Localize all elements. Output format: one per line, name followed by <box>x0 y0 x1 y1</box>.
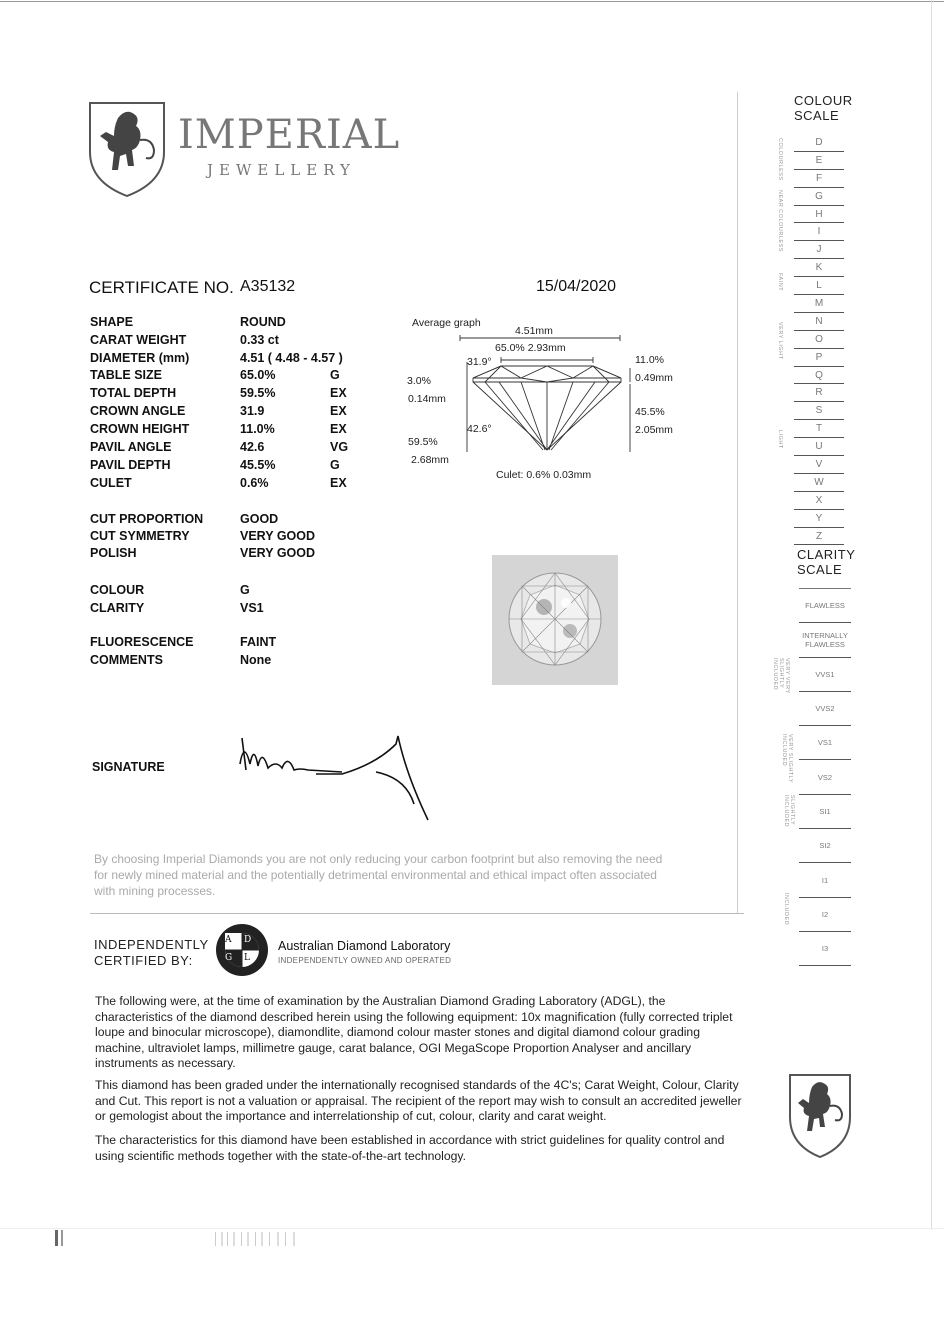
certificate-date: 15/04/2020 <box>536 278 617 295</box>
spec-row <box>90 368 390 386</box>
signature-drawing <box>236 734 436 826</box>
colour-scale-title-2: SCALE <box>794 108 840 123</box>
grade-key: COLOUR <box>90 583 145 597</box>
graph-crown-height-pct: 11.0% <box>635 354 664 366</box>
clarity-scale-title-2: SCALE <box>797 562 843 577</box>
grade-value: G <box>240 583 250 597</box>
spec-value: 42.6 <box>240 440 265 454</box>
colour-grade: T <box>794 420 844 438</box>
spec-grade: G <box>330 458 340 472</box>
spec-value: ROUND <box>240 315 286 329</box>
spec-key: DIAMETER (mm) <box>90 351 190 365</box>
diamond-photo <box>492 555 618 685</box>
graph-pav-depth-mm: 2.05mm <box>635 424 673 436</box>
spec-grade: EX <box>330 404 347 418</box>
misc-row <box>90 635 390 653</box>
spec-row <box>90 458 390 476</box>
spec-row <box>90 315 390 333</box>
cut-row <box>90 546 390 564</box>
colour-group-label: COLOURLESS <box>777 138 783 181</box>
colour-grade: J <box>794 241 844 259</box>
graph-crown-angle: 31.9° <box>467 356 492 368</box>
grade-value: VS1 <box>240 601 264 615</box>
cut-value: GOOD <box>240 512 279 526</box>
colour-grade: X <box>794 492 844 510</box>
cut-value: VERY GOOD <box>240 529 316 543</box>
spec-key: CROWN ANGLE <box>90 404 186 418</box>
page-edge-line <box>931 0 932 1230</box>
colour-grade: R <box>794 384 844 402</box>
spec-row <box>90 404 390 422</box>
colour-grade: W <box>794 474 844 492</box>
spec-value: 0.6% <box>240 476 269 490</box>
clarity-scale-table <box>799 588 851 966</box>
graph-total-mm: 2.68mm <box>411 454 449 466</box>
seal-letter-a: A <box>225 935 232 945</box>
spec-row <box>90 440 390 458</box>
colour-grade: P <box>794 349 844 367</box>
spec-key: PAVIL ANGLE <box>90 440 172 454</box>
colour-grade: O <box>794 331 844 349</box>
colour-scale-table <box>794 134 844 545</box>
paragraph-guidelines: The characteristics for this diamond have been established in accordance with strict guidelines for quality control and using scientific methods together with the state-of-the-art technology. <box>95 1133 725 1163</box>
graph-title: Average graph <box>412 317 481 329</box>
spec-grade: VG <box>330 440 349 454</box>
graph-table: 65.0% 2.93mm <box>495 342 566 354</box>
clarity-grade: VS1 <box>799 726 851 760</box>
colour-grade: N <box>794 313 844 331</box>
clarity-grade: I3 <box>799 932 851 966</box>
spec-row <box>90 476 390 494</box>
cut-key: CUT PROPORTION <box>90 512 204 526</box>
seal-letter-g: G <box>225 953 233 963</box>
spec-grade: G <box>330 368 340 382</box>
colour-grade: U <box>794 438 844 456</box>
colour-grade: G <box>794 188 844 206</box>
clarity-grade: VS2 <box>799 760 851 794</box>
spec-key: SHAPE <box>90 315 134 329</box>
spec-key: TOTAL DEPTH <box>90 386 177 400</box>
cut-row <box>90 529 390 547</box>
eco-disclaimer: By choosing Imperial Diamonds you are not only reducing your carbon footprint but also removing the need for newly mined material and the potentially detrimental environmental and ethical impact often associated with mining processes. <box>94 852 663 898</box>
graph-total-pct: 59.5% <box>408 436 438 448</box>
adgl-seal-icon <box>214 922 270 978</box>
seal-letter-d: D <box>244 935 252 945</box>
colour-grade: V <box>794 456 844 474</box>
spec-row <box>90 422 390 440</box>
colour-grade: F <box>794 170 844 188</box>
cut-key: CUT SYMMETRY <box>90 529 190 543</box>
spec-key: CULET <box>90 476 132 490</box>
spec-value: 45.5% <box>240 458 276 472</box>
brand-name: IMPERIAL <box>178 112 401 158</box>
clarity-grade: SI2 <box>799 829 851 863</box>
clarity-grade: I1 <box>799 863 851 897</box>
clarity-grade: SI1 <box>799 795 851 829</box>
spec-grade: EX <box>330 422 347 436</box>
clarity-scale-title <box>797 547 855 577</box>
cut-row <box>90 512 390 530</box>
graph-pav-angle: 42.6° <box>467 423 492 435</box>
certified-line-2: CERTIFIED BY: <box>94 953 193 968</box>
cut-value: VERY GOOD <box>240 546 316 560</box>
spec-row <box>90 386 390 404</box>
misc-row <box>90 653 390 671</box>
spec-value: 11.0% <box>240 422 275 436</box>
certified-line-1: INDEPENDENTLY <box>94 937 209 952</box>
colour-group-label: NEAR COLOURLESS <box>777 190 783 252</box>
clarity-grade: INTERNALLY FLAWLESS <box>799 623 851 657</box>
colour-grade: M <box>794 295 844 313</box>
clarity-scale-title-1: CLARITY <box>797 547 856 562</box>
colour-scale-title <box>794 93 853 123</box>
spec-row <box>90 351 390 369</box>
seal-letter-l: L <box>244 953 250 963</box>
graph-culet: Culet: 0.6% 0.03mm <box>496 469 592 481</box>
colour-group-label: LIGHT <box>777 430 783 449</box>
colour-grade: Q <box>794 367 844 385</box>
graph-diameter: 4.51mm <box>515 325 553 337</box>
colour-grade: H <box>794 206 844 224</box>
brand-subtitle: JEWELLERY <box>207 161 356 179</box>
lab-subtitle: INDEPENDENTLY OWNED AND OPERATED <box>278 956 452 965</box>
clarity-grade: I2 <box>799 898 851 932</box>
spec-row <box>90 333 390 351</box>
clarity-group-label: VERY VERY SLIGHTLY INCLUDED <box>772 658 790 694</box>
misc-key: COMMENTS <box>90 653 163 667</box>
colour-group-label: VERY LIGHT <box>777 322 783 360</box>
certificate-number: A35132 <box>240 278 296 295</box>
spec-key: CARAT WEIGHT <box>90 333 187 347</box>
spec-key: CROWN HEIGHT <box>90 422 190 436</box>
colour-grade: Y <box>794 510 844 528</box>
lab-name: Australian Diamond Laboratory <box>278 939 451 953</box>
colour-grade: D <box>794 134 844 152</box>
signature-label: SIGNATURE <box>92 760 165 774</box>
spec-value: 65.0% <box>240 368 276 382</box>
colour-group-label: FAINT <box>777 273 783 292</box>
colour-grade: S <box>794 402 844 420</box>
spec-value: 0.33 ct <box>240 333 279 347</box>
graph-girdle-mm: 0.14mm <box>408 393 446 405</box>
clarity-grade: VVS1 <box>799 658 851 692</box>
misc-value: None <box>240 653 272 667</box>
spec-value: 4.51 ( 4.48 - 4.57 ) <box>240 351 343 365</box>
scan-artifact-marks <box>55 1228 305 1248</box>
colour-grade: Z <box>794 528 844 546</box>
cut-key: POLISH <box>90 546 137 560</box>
colour-grade: L <box>794 277 844 295</box>
grade-row <box>90 583 390 601</box>
clarity-grade: FLAWLESS <box>799 589 851 623</box>
clarity-grade: VVS2 <box>799 692 851 726</box>
graph-girdle-pct: 3.0% <box>407 375 431 387</box>
lion-crest-small-logo <box>788 1073 852 1159</box>
certified-by-label <box>94 937 209 969</box>
spec-value: 31.9 <box>240 404 265 418</box>
spec-key: PAVIL DEPTH <box>90 458 171 472</box>
graph-pav-depth-pct: 45.5% <box>635 406 665 418</box>
top-border <box>0 1 944 2</box>
paragraph-equipment: The following were, at the time of examination by the Australian Diamond Grading Laboratory (ADGL), the characteristics of the diamond described herein using the following equipment: 10x magnification (fully corrected triplet loupe and binocular microscope), diamondlite, diamond colour master stones and digital diamond colour grading machine, ultraviolet lamps, millimetre gauge, carat balance, OGI MegaScope Proportion Analyser and ancillary instruments as necessary. <box>95 994 733 1070</box>
colour-scale-title-1: COLOUR <box>794 93 853 108</box>
content-right-rule <box>737 92 738 914</box>
colour-grade: I <box>794 223 844 241</box>
spec-key: TABLE SIZE <box>90 368 162 382</box>
certificate-label: CERTIFICATE NO. <box>89 278 234 297</box>
diamond-image <box>492 555 618 685</box>
lion-crest-logo <box>88 100 166 198</box>
grade-row <box>90 601 390 619</box>
graph-crown-height-mm: 0.49mm <box>635 372 673 384</box>
clarity-group-label: SLIGHTLY INCLUDED <box>783 795 795 828</box>
colour-grade: K <box>794 259 844 277</box>
clarity-group-label: INCLUDED <box>783 893 789 926</box>
grade-key: CLARITY <box>90 601 145 615</box>
clarity-group-label: VERY SLIGHTLY INCLUDED <box>781 734 793 783</box>
colour-grade: E <box>794 152 844 170</box>
paragraph-standards: This diamond has been graded under the internationally recognised standards of the 4C's; Carat Weight, Colour, Clarity and Cut. This report is not a valuation or appraisal. The recipient of the report may wish to consult an accredited jeweller or gemologist about the importance and interrelationship of cut, colour, clarity and carat weight. <box>95 1078 742 1123</box>
content-bottom-rule <box>90 913 744 914</box>
spec-value: 59.5% <box>240 386 276 400</box>
misc-key: FLUORESCENCE <box>90 635 194 649</box>
misc-value: FAINT <box>240 635 277 649</box>
spec-grade: EX <box>330 386 347 400</box>
spec-grade: EX <box>330 476 347 490</box>
diamond-profile-diagram <box>455 332 635 462</box>
